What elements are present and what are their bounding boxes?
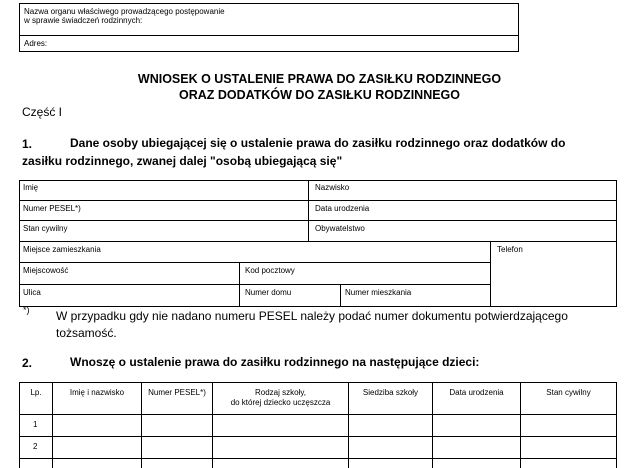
organ-name-label-line2: w sprawie świadczeń rodzinnych: — [24, 16, 143, 25]
col-header-name: Imię i nazwisko — [69, 388, 125, 397]
col-header-school-type-line2: do której dziecko uczęszcza — [230, 398, 331, 407]
col-header-school-type-line1: Rodzaj szkoły, — [255, 388, 306, 397]
field-first-name[interactable]: Imię — [23, 183, 39, 192]
field-phone[interactable]: Telefon — [497, 245, 523, 254]
col-header-pesel: Numer PESEL*) — [148, 388, 206, 397]
field-residence: Miejsce zamieszkania — [23, 245, 101, 254]
section1-number: 1. — [22, 137, 33, 151]
field-citizenship[interactable]: Obywatelstwo — [315, 224, 365, 233]
field-pesel[interactable]: Numer PESEL*) — [23, 204, 81, 213]
footnote-marker: *) — [23, 305, 30, 315]
section2-number: 2. — [22, 356, 33, 370]
part-heading: Część I — [22, 105, 63, 119]
field-house-number[interactable]: Numer domu — [245, 288, 292, 297]
table-row-number: 2 — [33, 442, 38, 451]
organ-address-label: Adres: — [24, 39, 48, 48]
col-header-lp: Lp. — [30, 388, 42, 397]
field-apartment-number[interactable]: Numer mieszkania — [345, 288, 412, 297]
col-header-birth-date: Data urodzenia — [449, 388, 504, 397]
section2-title: Wnoszę o ustalenie prawa do zasiłku rodzinnego na następujące dzieci: — [70, 355, 480, 369]
field-city[interactable]: Miejscowość — [23, 266, 69, 275]
organ-name-label-line1: Nazwa organu właściwego prowadzącego postępowanie — [24, 7, 225, 16]
form-title-line2: ORAZ DODATKÓW DO ZASIŁKU RODZINNEGO — [179, 88, 460, 102]
field-birth-date[interactable]: Data urodzenia — [315, 204, 370, 213]
footnote-line2: tożsamość. — [56, 326, 117, 340]
col-header-school-seat: Siedziba szkoły — [362, 388, 419, 397]
section1-title-line2: zasiłku rodzinnego, zwanej dalej "osobą ubiegającą się" — [22, 154, 343, 168]
table-row-number: 1 — [33, 420, 38, 429]
footnote-line1: W przypadku gdy nie nadano numeru PESEL należy podać numer dokumentu potwierdzającego — [56, 309, 568, 323]
col-header-civil-status: Stan cywilny — [546, 388, 591, 397]
field-civil-status[interactable]: Stan cywilny — [23, 224, 68, 233]
field-last-name[interactable]: Nazwisko — [315, 183, 350, 192]
field-street[interactable]: Ulica — [23, 288, 41, 297]
section1-title-line1: Dane osoby ubiegającej się o ustalenie prawa do zasiłku rodzinnego oraz dodatków do — [70, 136, 566, 150]
form-title-line1: WNIOSEK O USTALENIE PRAWA DO ZASIŁKU RODZINNEGO — [137, 72, 502, 86]
field-postal-code[interactable]: Kod pocztowy — [245, 266, 295, 275]
